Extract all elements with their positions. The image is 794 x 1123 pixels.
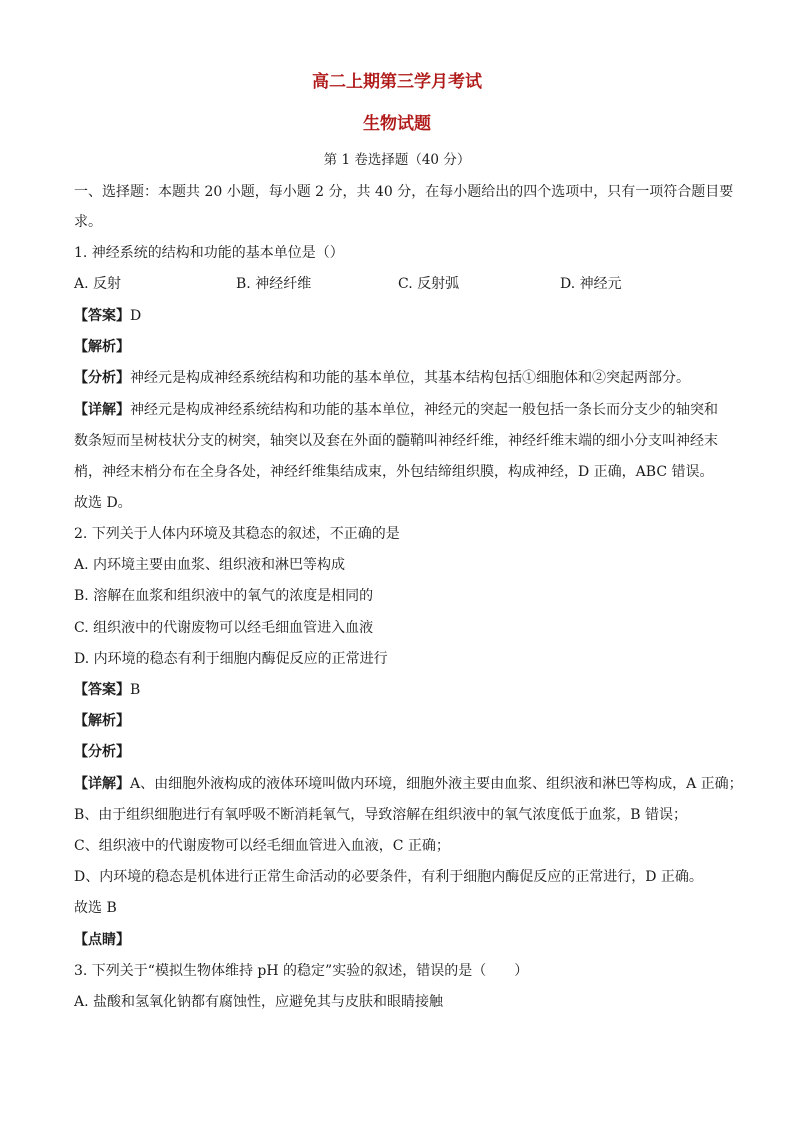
q1-detail-line-1 <box>74 400 724 420</box>
q1-option-b: B. 神经纤维 <box>236 276 312 292</box>
q2-stem: 2. 下列关于人体内环境及其稳态的叙述，不正确的是 <box>74 526 400 542</box>
q2-option-b: B. 溶解在血浆和组织液中的氧气的浓度是相同的 <box>74 588 374 604</box>
q1-option-a: A. 反射 <box>74 276 122 292</box>
q2-dianjing-tag: 【点睛】 <box>74 932 130 948</box>
exam-title: 高二上期第三学月考试 <box>312 72 482 92</box>
q1-option-d: D. 神经元 <box>560 276 622 292</box>
detail-tag: 【详解】 <box>74 776 130 792</box>
fenxi-tag: 【分析】 <box>74 370 130 386</box>
q2-answer-value: B <box>130 682 141 698</box>
q1-answer-value: D <box>130 308 142 324</box>
q1-analysis-tag: 【解析】 <box>74 339 130 355</box>
instructions-line-2: 求。 <box>74 214 102 230</box>
q1-fenxi <box>74 368 724 388</box>
q1-stem: 1. 神经系统的结构和功能的基本单位是（） <box>74 245 344 261</box>
q1-conclusion: 故选 D。 <box>74 495 132 511</box>
q1-options <box>74 274 724 294</box>
q1-fenxi-text: 神经元是构成神经系统结构和功能的基本单位，其基本结构包括①细胞体和②突起两部分。 <box>130 370 690 386</box>
exam-subject: 生物试题 <box>363 114 431 134</box>
q2-option-c: C. 组织液中的代谢废物可以经毛细血管进入血液 <box>74 620 374 636</box>
answer-tag: 【答案】 <box>74 682 130 698</box>
instructions-line-1: 一、选择题：本题共 20 小题，每小题 2 分，共 40 分，在每小题给出的四个选项中，只有一项符合题目要 <box>74 184 734 200</box>
q2-option-a: A. 内环境主要由血浆、组织液和淋巴等构成 <box>74 557 346 573</box>
q2-detail-text-1: A、由细胞外液构成的液体环境叫做内环境，细胞外液主要由血浆、组织液和淋巴等构成，A 正确； <box>130 776 743 792</box>
q2-detail-line-3: C、组织液中的代谢废物可以经毛细血管进入血液，C 正确； <box>74 838 450 854</box>
q1-detail-line-3: 梢，神经末梢分布在全身各处，神经纤维集结成束，外包结缔组织膜，构成神经，D 正确，ABC 错误。 <box>74 464 714 480</box>
answer-tag: 【答案】 <box>74 308 130 324</box>
q2-option-d: D. 内环境的稳态有利于细胞内酶促反应的正常进行 <box>74 651 388 667</box>
q1-answer <box>74 306 724 326</box>
q1-detail-line-2: 数条短而呈树枝状分支的树突，轴突以及套在外面的髓鞘叫神经纤维，神经纤维末端的细小分支叫神经末 <box>74 433 718 449</box>
q2-analysis-tag: 【解析】 <box>74 713 130 729</box>
q2-detail-line-1 <box>74 774 743 794</box>
q2-detail-line-2: B、由于组织细胞进行有氧呼吸不断消耗氧气，导致溶解在组织液中的氧气浓度低于血浆，B 错误； <box>74 807 688 823</box>
q2-conclusion: 故选 B <box>74 900 117 916</box>
q1-option-c: C. 反射弧 <box>398 276 460 292</box>
q1-detail-text-1: 神经元是构成神经系统结构和功能的基本单位，神经元的突起一般包括一条长而分支少的轴突和 <box>130 402 718 418</box>
section-title: 第 1 卷选择题（40 分） <box>323 152 471 168</box>
q2-fenxi-tag: 【分析】 <box>74 744 130 760</box>
q3-stem: 3. 下列关于“模拟生物体维持 pH 的稳定”实验的叙述，错误的是（ ） <box>74 963 529 979</box>
q3-option-a: A. 盐酸和氢氧化钠都有腐蚀性，应避免其与皮肤和眼睛接触 <box>74 994 444 1010</box>
q2-detail-line-4: D、内环境的稳态是机体进行正常生命活动的必要条件，有利于细胞内酶促反应的正常进行，D 正确。 <box>74 869 703 885</box>
detail-tag: 【详解】 <box>74 402 130 418</box>
q2-answer <box>74 680 724 700</box>
